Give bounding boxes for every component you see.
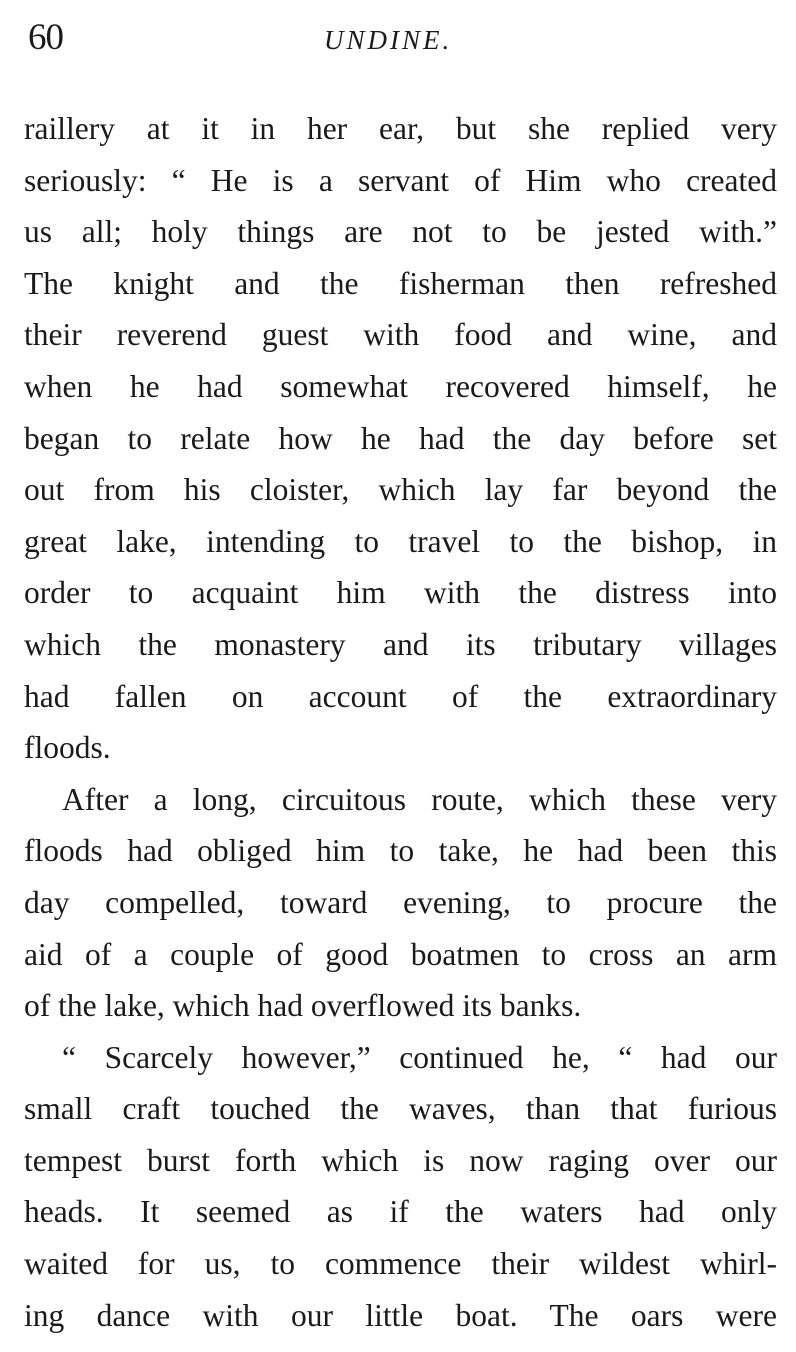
text-line: when he had somewhat recovered himself, he [24, 368, 777, 404]
text-line: began to relate how he had the day before set [24, 420, 777, 456]
text-line: had fallen on account of the extraordinary [24, 678, 777, 714]
text-line: The knight and the fisherman then refreshed [24, 265, 777, 301]
text-line: waited for us, to commence their wildest whirl- [24, 1246, 777, 1282]
page-number: 60 [28, 17, 63, 58]
running-title: UNDINE. [324, 25, 453, 55]
text-line: their reverend guest with food and wine, and [24, 317, 777, 353]
text-line: seriously: “ He is a servant of Him who created [24, 162, 777, 198]
text-line: After a long, circuitous route, which these very [62, 781, 777, 817]
body-text [24, 103, 777, 1341]
text-line: us all; holy things are not to be jested with.” [24, 214, 777, 250]
text-line: heads. It seemed as if the waters had only [24, 1194, 777, 1230]
text-line: day compelled, toward evening, to procure the [24, 884, 777, 920]
text-line: floods had obliged him to take, he had been this [24, 833, 777, 869]
paragraph [24, 1032, 777, 1342]
paragraph [24, 103, 777, 774]
text-line: raillery at it in her ear, but she replied very [24, 111, 777, 146]
text-line: small craft touched the waves, than that furious [24, 1091, 777, 1127]
paragraph [24, 774, 777, 1032]
text-line: ing dance with our little boat. The oars were [24, 1297, 777, 1333]
text-line: tempest burst forth which is now raging over our [24, 1142, 777, 1178]
text-line: which the monastery and its tributary villages [24, 626, 777, 662]
running-head [24, 14, 776, 62]
text-line: of the lake, which had overflowed its banks. [24, 988, 582, 1024]
text-line: “ Scarcely however,” continued he, “ had our [62, 1039, 777, 1075]
text-line: aid of a couple of good boatmen to cross an arm [24, 936, 777, 972]
text-line: floods. [24, 730, 111, 766]
text-line: order to acquaint him with the distress into [24, 575, 777, 611]
text-line: out from his cloister, which lay far beyond the [24, 472, 777, 508]
text-line: great lake, intending to travel to the bishop, in [24, 523, 777, 559]
